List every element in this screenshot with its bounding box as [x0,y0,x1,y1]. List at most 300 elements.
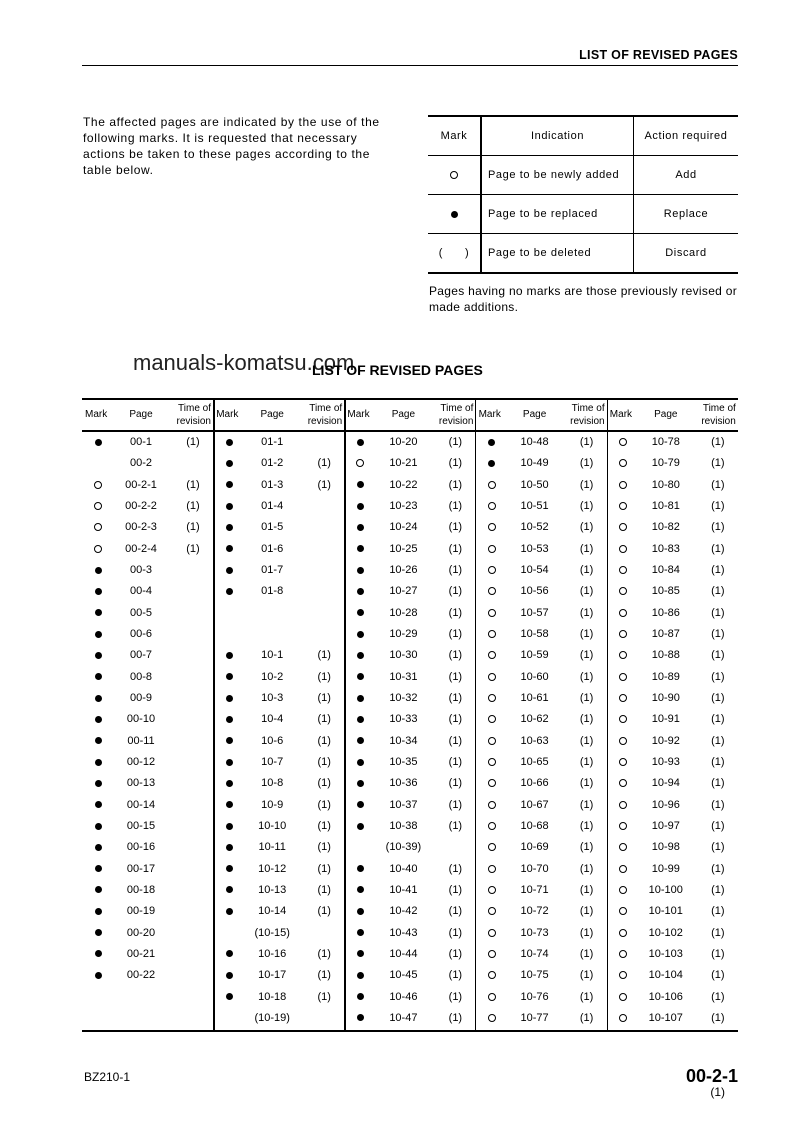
filled-circle-icon [357,801,364,808]
table-row [607,880,738,901]
open-circle-icon [488,651,496,659]
table-row [607,432,738,453]
row-page: 10-91 [651,713,680,726]
row-mark [482,773,502,794]
row-revision: (1) [579,478,594,491]
row-revision: (1) [317,969,331,982]
row-mark [88,667,108,688]
open-circle-icon [488,929,496,937]
row-page: 10-98 [651,841,680,854]
table-row [344,709,475,730]
row-revision: (1) [317,905,331,918]
row-page: 10-42 [389,905,418,918]
table-row [213,667,344,688]
row-mark [219,816,239,837]
row-page: 00-2-3 [125,521,157,534]
open-circle-icon [619,673,627,681]
row-mark [219,901,239,922]
header-mark: Mark [347,409,370,420]
footer-revision: (1) [710,1085,725,1099]
row-page: 10-26 [389,563,418,576]
row-page: 10-10 [258,819,287,832]
table-row [344,880,475,901]
table-row [607,795,738,816]
row-mark [219,709,239,730]
filled-circle-icon [357,759,364,766]
row-mark [613,1008,633,1029]
table-row [476,773,607,794]
row-revision: (1) [186,436,200,448]
legend-action: Replace [663,208,709,220]
open-circle-icon [619,822,627,830]
row-page: 10-68 [520,819,549,832]
row-mark [219,496,239,517]
row-mark [482,987,502,1008]
row-page: 10-23 [389,499,418,512]
row-mark [219,688,239,709]
row-page: 10-7 [261,755,284,768]
table-row [213,965,344,986]
filled-circle-icon [226,737,233,744]
row-page: 10-65 [520,755,549,768]
table-row [607,987,738,1008]
column-header [213,400,344,432]
filled-circle-icon [357,609,364,616]
row-page: 10-27 [389,585,418,598]
row-mark [219,859,239,880]
row-page: (10-39) [385,841,422,854]
open-circle-icon [619,545,627,553]
open-circle-icon [94,502,102,510]
row-mark [219,560,239,581]
row-revision: (1) [711,1011,725,1024]
row-page: 10-102 [648,926,683,939]
row-revision: (1) [448,670,463,683]
row-mark [88,709,108,730]
row-mark [482,901,502,922]
row-mark [350,752,370,773]
header-time-line1: Time of [178,403,211,414]
open-circle-icon [94,481,102,489]
filled-circle-icon [357,588,364,595]
row-page: 10-80 [651,478,680,491]
row-mark [350,496,370,517]
row-page: 10-32 [389,691,418,704]
row-revision: (1) [579,841,594,854]
row-page: 00-5 [129,606,153,619]
row-mark [613,731,633,752]
row-page: 00-15 [126,819,156,832]
table-row [82,645,213,666]
revised-pages-table [82,398,738,1032]
table-row [476,901,607,922]
row-page: 00-10 [126,713,156,726]
row-page: 10-31 [389,670,418,683]
row-mark [350,624,370,645]
row-mark [88,688,108,709]
row-page: 10-30 [389,649,418,662]
row-page: 10-57 [520,606,549,619]
row-revision: (1) [448,1011,463,1024]
table-row [82,475,213,496]
row-mark [350,859,370,880]
row-revision: (1) [711,734,725,747]
row-mark [482,475,502,496]
table-row [344,965,475,986]
row-page: 00-11 [127,734,155,747]
open-circle-icon [488,801,496,809]
open-circle-icon [619,865,627,873]
table-row [476,517,607,538]
header-time-line1: Time of [440,403,474,414]
table-row [344,453,475,474]
legend-header-indication: Indication [482,117,634,155]
filled-circle-icon [95,695,102,702]
filled-circle-icon [95,801,102,808]
row-revision: (1) [711,798,725,811]
table-row [344,688,475,709]
row-page: 00-16 [126,841,156,854]
header-time-of-revision [169,402,211,428]
table-row [82,496,213,517]
row-mark [350,987,370,1008]
open-circle-icon [619,929,627,937]
row-mark [613,475,633,496]
row-revision: (1) [579,862,594,875]
page-header-title: LIST OF REVISED PAGES [579,48,738,62]
row-mark [613,773,633,794]
filled-circle-icon [357,737,364,744]
row-revision: (1) [317,883,331,896]
table-row [213,859,344,880]
row-revision: (1) [579,606,594,619]
row-mark [613,944,633,965]
row-mark [482,453,502,474]
row-page: 10-20 [389,436,418,448]
row-mark [613,859,633,880]
row-mark [613,603,633,624]
filled-circle-icon [226,460,233,467]
row-page: 10-8 [261,777,284,790]
row-mark [350,709,370,730]
filled-circle-icon [357,695,364,702]
row-revision: (1) [579,627,594,640]
open-circle-icon [488,715,496,723]
header-time-of-revision [300,402,342,428]
row-revision: (1) [317,819,331,832]
row-mark [482,752,502,773]
row-revision: (1) [448,585,463,598]
row-mark [88,517,108,538]
header-time-of-revision [431,402,473,428]
filled-circle-icon [357,865,364,872]
row-mark [482,560,502,581]
row-mark [350,816,370,837]
table-row [344,901,475,922]
table-row [344,517,475,538]
table-row [607,965,738,986]
table-row [213,581,344,602]
row-mark [219,987,239,1008]
header-mark: Mark [609,409,633,420]
row-page: (10-15) [254,926,290,939]
row-page: 00-2-1 [125,478,157,491]
row-revision: (1) [317,798,331,811]
column-group [607,400,738,1030]
table-row [476,581,607,602]
table-row [213,539,344,560]
filled-circle-icon [357,950,364,957]
legend-table [428,115,738,274]
filled-circle-icon [226,780,233,787]
row-mark [482,432,502,453]
row-page: 10-82 [651,521,680,534]
row-page: 10-76 [520,990,549,1003]
table-row [213,987,344,1008]
filled-circle-icon [95,439,102,446]
table-row [607,773,738,794]
row-mark [350,795,370,816]
table-row [213,688,344,709]
row-mark [482,816,502,837]
open-circle-icon [619,502,627,510]
filled-circle-icon [226,524,233,531]
intro-paragraph: The affected pages are indicated by the use of the following marks. It is requested that necessary actions be taken to these pages according to the table below. [83,115,380,177]
row-mark [350,453,370,474]
column-header [476,400,607,432]
open-circle-icon [94,545,102,553]
open-circle-icon [619,694,627,702]
row-page: 10-17 [258,969,287,982]
column-header [607,400,738,432]
filled-circle-icon [226,886,233,893]
row-mark [482,667,502,688]
row-page: 10-67 [520,798,549,811]
row-mark [482,1008,502,1029]
row-mark [350,539,370,560]
open-circle-icon [488,779,496,787]
row-page: 00-14 [126,798,156,811]
open-circle-icon [488,694,496,702]
row-revision: (1) [579,819,594,832]
column-group [213,400,346,1030]
row-mark [613,752,633,773]
row-revision: (1) [711,563,725,576]
filled-circle-icon [357,908,364,915]
row-page: 10-62 [520,713,549,726]
row-revision: (1) [448,649,463,662]
row-page: 10-87 [651,627,680,640]
row-mark [88,880,108,901]
row-revision: (1) [448,521,463,534]
table-row [476,837,607,858]
row-page: 10-38 [389,819,418,832]
row-page: 00-3 [129,563,153,576]
row-mark [350,731,370,752]
table-row [213,880,344,901]
row-page: 00-4 [129,585,153,598]
row-page: 10-1 [261,649,284,662]
row-revision: (1) [317,478,331,491]
row-mark [88,624,108,645]
row-page: 00-22 [126,969,156,982]
row-revision: (1) [448,627,463,640]
row-mark [219,453,239,474]
open-circle-icon [619,737,627,745]
note-text: Pages having no marks are those previously revised or made additions. [429,284,738,314]
filled-circle-icon [226,673,233,680]
table-row [607,709,738,730]
table-row [344,475,475,496]
row-mark [613,645,633,666]
row-revision: (1) [448,755,463,768]
open-circle-icon [450,171,458,179]
open-circle-icon [619,886,627,894]
filled-circle-icon [226,716,233,723]
row-revision: (1) [317,947,331,960]
row-revision: (1) [579,777,594,790]
header-page: Page [129,409,153,420]
legend-header-row [428,117,738,156]
row-mark [219,965,239,986]
filled-circle-icon [451,211,458,218]
row-mark [88,731,108,752]
row-mark [219,475,239,496]
row-revision: (1) [711,649,725,662]
table-row [82,987,213,1008]
table-row [82,795,213,816]
row-page: 10-22 [389,478,418,491]
open-circle-icon [94,523,102,531]
row-mark [88,859,108,880]
row-page: 10-92 [651,734,680,747]
filled-circle-icon [357,545,364,552]
table-row [344,1008,475,1029]
open-circle-icon [619,843,627,851]
table-row [213,944,344,965]
row-page: 10-14 [258,905,287,918]
row-revision: (1) [711,841,725,854]
table-row [476,880,607,901]
row-revision: (1) [448,883,463,896]
header-time-line2: revision [438,416,474,427]
table-row [607,923,738,944]
row-mark [482,688,502,709]
row-mark [88,581,108,602]
table-row [344,539,475,560]
row-mark [350,667,370,688]
row-mark [88,560,108,581]
row-page: 10-3 [261,691,284,704]
row-page: 10-75 [520,969,549,982]
row-mark [350,944,370,965]
row-page: 10-94 [651,777,680,790]
row-page: 00-13 [126,777,156,790]
row-mark [350,688,370,709]
row-revision: (1) [317,755,331,768]
table-row [607,475,738,496]
legend-header-action: Action required [644,130,728,142]
table-row [476,923,607,944]
filled-circle-icon [226,567,233,574]
open-circle-icon [488,1014,496,1022]
row-revision: (1) [711,478,725,491]
filled-circle-icon [95,716,102,723]
table-row [344,645,475,666]
row-revision: (1) [711,777,725,790]
row-revision: (1) [711,990,725,1003]
row-page: 10-58 [520,627,549,640]
row-page: 10-100 [648,883,683,896]
filled-circle-icon [357,823,364,830]
filled-circle-icon [95,673,102,680]
open-circle-icon [488,993,496,1001]
row-mark [219,539,239,560]
row-revision: (1) [186,542,200,555]
row-page: 10-59 [520,649,549,662]
row-page: 00-21 [126,947,156,960]
row-page: 10-18 [258,990,287,1003]
table-row [82,432,213,453]
table-row [82,923,213,944]
row-mark [219,731,239,752]
table-row [476,645,607,666]
row-page: 10-89 [651,670,680,683]
row-page: 00-9 [129,691,153,704]
row-revision: (1) [711,457,725,470]
row-revision: (1) [317,691,331,704]
row-revision: (1) [711,969,725,982]
row-page: 10-77 [520,1011,549,1024]
filled-circle-icon [357,481,364,488]
filled-circle-icon [226,865,233,872]
row-page: 00-18 [126,883,156,896]
row-mark [613,453,633,474]
filled-circle-icon [95,567,102,574]
filled-circle-icon [95,588,102,595]
row-revision: (1) [579,649,594,662]
table-row [213,901,344,922]
row-page: 10-50 [520,478,549,491]
open-circle-icon [619,950,627,958]
row-page: 10-85 [651,585,680,598]
row-page: 10-107 [648,1011,683,1024]
open-circle-icon [488,950,496,958]
row-revision: (1) [448,862,463,875]
row-page: 10-74 [520,947,549,960]
row-page: 10-12 [258,862,287,875]
row-page: 01-6 [261,542,284,555]
row-page: 10-99 [651,862,680,875]
row-page: 00-8 [129,670,153,683]
filled-circle-icon [226,759,233,766]
row-revision: (1) [711,521,725,534]
header-time-line2: revision [176,416,211,427]
row-page: 00-20 [126,926,156,939]
row-revision: (1) [579,691,594,704]
table-row [607,453,738,474]
row-page: 10-61 [520,691,549,704]
table-row [82,901,213,922]
row-page: 00-19 [126,905,156,918]
filled-circle-icon [226,652,233,659]
table-row [476,560,607,581]
header-page: Page [391,409,416,420]
filled-circle-icon [95,908,102,915]
table-row [476,1008,607,1029]
row-mark [613,581,633,602]
row-revision: (1) [317,841,331,854]
